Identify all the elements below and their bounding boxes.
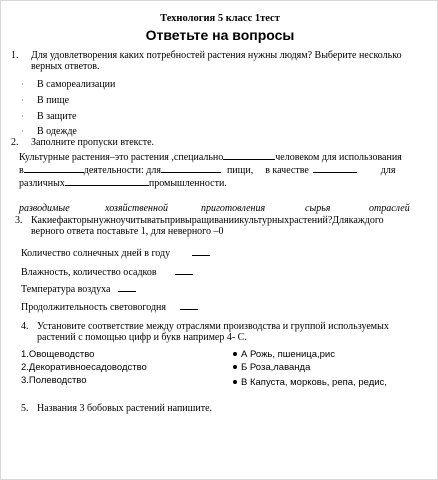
q3-factor-label: Температура воздуха bbox=[21, 284, 111, 295]
q2-text-line2 bbox=[19, 164, 395, 176]
q3-text-line2: верного ответа поставьте 1, для неверного –0 bbox=[31, 226, 224, 237]
q2-prompt: Заполните пропуски втексте. bbox=[31, 137, 155, 148]
q4-text-line1: Установите соответствие между отраслями производства и группой используемых bbox=[37, 321, 389, 332]
q4-right-row bbox=[233, 349, 335, 360]
q1-number: 1. bbox=[11, 50, 19, 61]
q2-fragment: различных bbox=[19, 178, 65, 189]
q1-option-1[interactable]: В самореализации bbox=[37, 79, 116, 90]
q2-word-bank-item: приготовления bbox=[201, 203, 266, 214]
q3-number: 3. bbox=[15, 215, 23, 226]
q3-factor-row bbox=[21, 247, 210, 259]
list-bullet-icon bbox=[233, 365, 237, 369]
q4-left-item: 3.Полеводство bbox=[21, 375, 87, 386]
q2-word-bank-item: хозяйственной bbox=[105, 203, 168, 214]
q3-factor-label: Количество солнечных дней в году bbox=[21, 248, 171, 259]
q3-factor-row bbox=[21, 283, 136, 295]
q2-fragment: деятельности: для bbox=[83, 165, 161, 176]
q4-number: 4. bbox=[21, 321, 29, 332]
q3-answer-blank[interactable] bbox=[175, 266, 193, 275]
q3-factor-row bbox=[21, 301, 198, 313]
q1-option-2[interactable]: В пище bbox=[37, 95, 70, 106]
q2-fragment: в bbox=[19, 165, 24, 176]
q2-fragment: промышленности. bbox=[148, 178, 227, 189]
q1-text-line1: Для удовлетворения каких потребностей растения нужны людям? Выберите несколько bbox=[31, 50, 402, 61]
q1-option-4[interactable]: В одежде bbox=[37, 126, 77, 137]
q3-factor-label: Влажность, количество осадков bbox=[21, 267, 157, 278]
q4-right-item: Б Роза,лаванда bbox=[241, 362, 311, 373]
q4-right-item: А Рожь, пшеница,рис bbox=[241, 349, 335, 360]
q4-left-item: 1.Овощеводство bbox=[21, 349, 95, 360]
q4-right-item: В Капуста, морковь, репа, редис, bbox=[241, 377, 387, 388]
q2-fragment: для bbox=[380, 165, 396, 176]
q2-number: 2. bbox=[11, 137, 19, 148]
q2-word-bank-item: отраслей bbox=[369, 203, 410, 214]
page-title: Ответьте на вопросы bbox=[145, 27, 295, 43]
q2-blank-4[interactable] bbox=[313, 164, 357, 173]
q5-number: 5. bbox=[21, 403, 29, 414]
q2-word-bank-item: сырья bbox=[305, 203, 331, 214]
q4-left-item: 2.Декоративноесадоводство bbox=[21, 362, 147, 373]
test-subject-heading: Технология 5 класс 1тест bbox=[160, 13, 280, 24]
q1-option-3[interactable]: В защите bbox=[37, 111, 77, 122]
list-bullet-icon bbox=[233, 380, 237, 384]
q2-blank-3[interactable] bbox=[161, 164, 221, 173]
q4-text-line2: растений с помощью цифр и букв например 4- С. bbox=[37, 332, 247, 343]
q3-text-line1: Какиефакторынужноучитыватьпривыращиваниикультурныхрастений?Длякаждого bbox=[31, 215, 384, 226]
q4-right-row bbox=[233, 377, 387, 388]
q4-right-row bbox=[233, 362, 310, 373]
option-bullet-icon: · bbox=[21, 95, 24, 105]
list-bullet-icon bbox=[233, 352, 237, 356]
q2-word-bank-item: разводимые bbox=[19, 203, 70, 214]
q2-blank-1[interactable] bbox=[223, 151, 275, 160]
q3-factor-row bbox=[21, 266, 193, 278]
q3-answer-blank[interactable] bbox=[180, 301, 198, 310]
q2-fragment: в качестве bbox=[265, 165, 309, 176]
q2-blank-5[interactable] bbox=[65, 177, 149, 186]
option-bullet-icon: · bbox=[21, 79, 24, 89]
q2-text-line3 bbox=[19, 177, 227, 189]
option-bullet-icon: · bbox=[21, 126, 24, 136]
q2-blank-2[interactable] bbox=[24, 164, 84, 173]
q2-text-line1 bbox=[19, 151, 402, 163]
q2-fragment: пищи, bbox=[226, 165, 254, 176]
q5-text: Названия 3 бобовых растений напишите. bbox=[37, 403, 213, 414]
q2-fragment: человеком для использования bbox=[275, 152, 402, 163]
q2-fragment: Культурные растения–это растения ,специально bbox=[19, 152, 224, 163]
option-bullet-icon: · bbox=[21, 111, 24, 121]
q3-answer-blank[interactable] bbox=[192, 247, 210, 256]
q3-answer-blank[interactable] bbox=[118, 283, 136, 292]
q3-factor-label: Продолжительность световогодня bbox=[21, 302, 167, 313]
q1-text-line2: верных ответов. bbox=[31, 61, 100, 72]
